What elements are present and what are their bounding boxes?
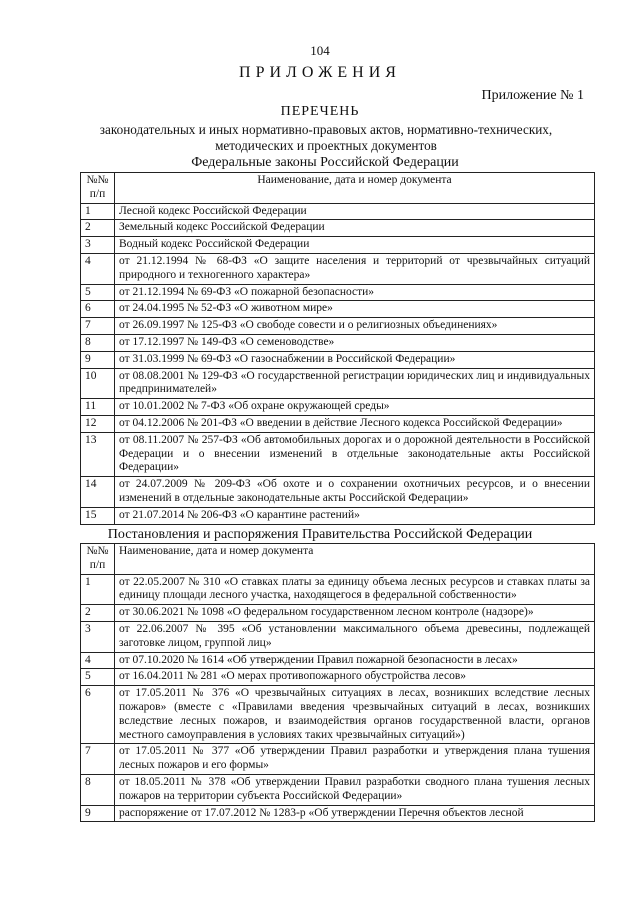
row-text: от 16.04.2011 № 281 «О мерах противопожарного обустройства лесов»	[115, 669, 595, 686]
row-text: от 08.11.2007 № 257-ФЗ «Об автомобильных дорогах и о дорожной деятельности в Российской Федерации и о внесении изменений в отдельные законодательные акты Российской Федерации»	[115, 432, 595, 476]
row-text: от 31.03.1999 № 69-ФЗ «О газоснабжении в Российской Федерации»	[115, 351, 595, 368]
table-row	[81, 686, 595, 744]
row-text: от 04.12.2006 № 201-ФЗ «О введении в действие Лесного кодекса Российской Федерации»	[115, 415, 595, 432]
table-row	[81, 605, 595, 622]
row-text: от 30.06.2021 № 1098 «О федеральном государственном лесном контроле (надзоре)»	[115, 605, 595, 622]
row-num: 1	[81, 203, 115, 220]
federal-laws-table	[80, 172, 595, 525]
table-row	[81, 334, 595, 351]
row-num: 8	[81, 774, 115, 805]
row-num: 7	[81, 318, 115, 335]
table-row	[81, 415, 595, 432]
table-row	[81, 669, 595, 686]
table-header-row	[81, 544, 595, 575]
section2-title: Постановления и распоряжения Правительства Российской Федерации	[107, 527, 533, 542]
table-row	[81, 301, 595, 318]
row-text: от 22.06.2007 № 395 «Об установлении максимального объема древесины, подлежащей заготовке лицом, группой лиц»	[115, 621, 595, 652]
table-row	[81, 432, 595, 476]
row-num: 7	[81, 744, 115, 775]
row-num: 8	[81, 334, 115, 351]
appendix-number: Приложение № 1	[481, 88, 584, 103]
table-row	[81, 284, 595, 301]
row-num: 2	[81, 605, 115, 622]
row-text: Земельный кодекс Российской Федерации	[115, 220, 595, 237]
row-num: 2	[81, 220, 115, 237]
header-num: №№ п/п	[81, 173, 115, 204]
row-num: 12	[81, 415, 115, 432]
list-title: ПЕРЕЧЕНЬ	[280, 104, 360, 119]
row-text: от 17.12.1997 № 149-ФЗ «О семеноводстве»	[115, 334, 595, 351]
row-num: 6	[81, 301, 115, 318]
header-num: №№ п/п	[81, 544, 115, 575]
row-num: 3	[81, 621, 115, 652]
row-text: от 17.05.2011 № 376 «О чрезвычайных ситуациях в лесах, возникших вследствие лесных пожаров» (вместе с «Правилами введения чрезвычайных ситуаций в лесах, возникших вследствие лесных пожаров, и взаимодействия органов государственной власти, органов местного самоуправления в условиях таких чрезвычайных ситуаций»)	[115, 686, 595, 744]
table-row	[81, 744, 595, 775]
row-num: 4	[81, 652, 115, 669]
row-num: 1	[81, 574, 115, 605]
row-text: от 21.07.2014 № 206-ФЗ «О карантине растений»	[115, 507, 595, 524]
row-text: Водный кодекс Российской Федерации	[115, 237, 595, 254]
row-text: от 24.07.2009 № 209-ФЗ «Об охоте и о сохранении охотничьих ресурсов, и о внесении изменений в отдельные законодательные акты Российской Федерации»	[115, 477, 595, 508]
table-row	[81, 774, 595, 805]
table-row	[81, 368, 595, 399]
row-text: от 24.04.1995 № 52-ФЗ «О животном мире»	[115, 301, 595, 318]
row-num: 9	[81, 805, 115, 822]
row-text: от 18.05.2011 № 378 «Об утверждении Правил разработки сводного плана тушения лесных пожаров на территории субъекта Российской Федерации»	[115, 774, 595, 805]
row-text: распоряжение от 17.07.2012 № 1283-р «Об утверждении Перечня объектов лесной	[115, 805, 595, 822]
table-header-row	[81, 173, 595, 204]
table-row	[81, 507, 595, 524]
header-name: Наименование, дата и номер документа	[115, 544, 595, 575]
row-num: 15	[81, 507, 115, 524]
table-row	[81, 621, 595, 652]
row-text: от 17.05.2011 № 377 «Об утверждении Правил разработки и утверждения плана тушения лесных пожаров и его формы»	[115, 744, 595, 775]
table-row	[81, 477, 595, 508]
row-num: 6	[81, 686, 115, 744]
appendix-title: ПРИЛОЖЕНИЯ	[239, 64, 401, 81]
table-row	[81, 253, 595, 284]
table-row	[81, 652, 595, 669]
row-text: от 22.05.2007 № 310 «О ставках платы за единицу объема лесных ресурсов и ставках платы за единицу площади лесного участка, находящегося в федеральной собственности»	[115, 574, 595, 605]
government-decrees-table	[80, 543, 595, 822]
row-num: 4	[81, 253, 115, 284]
row-text: от 10.01.2002 № 7-ФЗ «Об охране окружающей среды»	[115, 399, 595, 416]
header-name: Наименование, дата и номер документа	[115, 173, 595, 204]
row-text: от 26.09.1997 № 125-ФЗ «О свободе совести и о религиозных объединениях»	[115, 318, 595, 335]
table-row	[81, 203, 595, 220]
table-row	[81, 805, 595, 822]
section1-title: Федеральные законы Российской Федерации	[191, 155, 459, 170]
table-row	[81, 574, 595, 605]
table-row	[81, 220, 595, 237]
table-row	[81, 318, 595, 335]
row-text: от 21.12.1994 № 68-ФЗ «О защите населения и территорий от чрезвычайных ситуаций природного и техногенного характера»	[115, 253, 595, 284]
row-text: от 08.08.2001 № 129-ФЗ «О государственной регистрации юридических лиц и индивидуальных предпринимателей»	[115, 368, 595, 399]
table-row	[81, 399, 595, 416]
row-num: 9	[81, 351, 115, 368]
row-num: 3	[81, 237, 115, 254]
row-num: 11	[81, 399, 115, 416]
row-num: 14	[81, 477, 115, 508]
row-num: 5	[81, 284, 115, 301]
row-text: от 07.10.2020 № 1614 «Об утверждении Правил пожарной безопасности в лесах»	[115, 652, 595, 669]
row-text: Лесной кодекс Российской Федерации	[115, 203, 595, 220]
list-subtitle: законодательных и иных нормативно-правовых актов, нормативно-технических, методических и проектных документов	[99, 122, 553, 153]
table-row	[81, 237, 595, 254]
row-num: 13	[81, 432, 115, 476]
row-num: 5	[81, 669, 115, 686]
page-number: 104	[310, 43, 330, 58]
table-row	[81, 351, 595, 368]
row-text: от 21.12.1994 № 69-ФЗ «О пожарной безопасности»	[115, 284, 595, 301]
row-num: 10	[81, 368, 115, 399]
